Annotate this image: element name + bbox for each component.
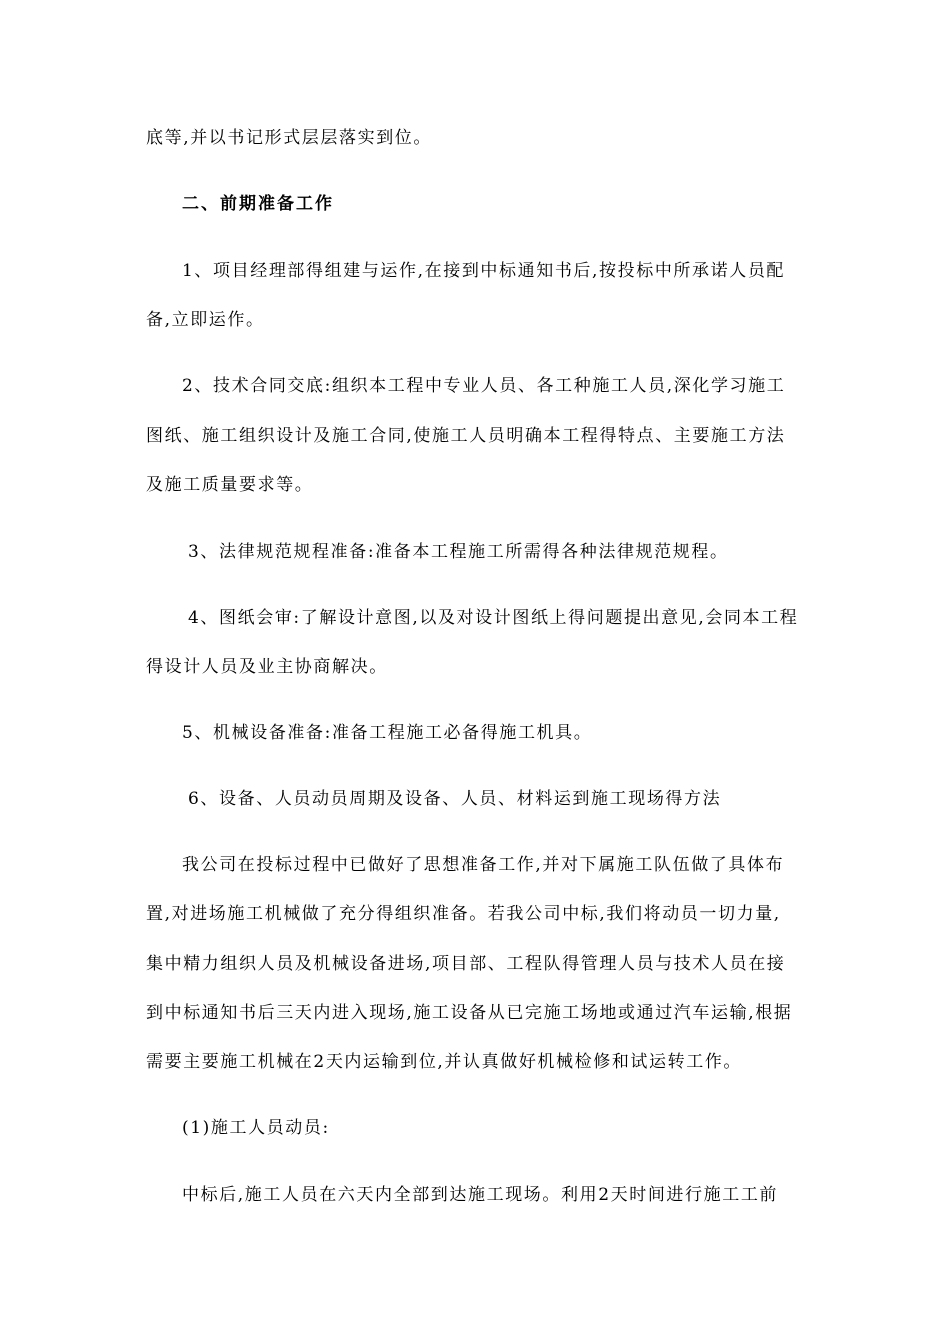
section-heading: 二、前期准备工作 <box>182 194 334 214</box>
text-line: 需要主要施工机械在2天内运输到位,并认真做好机械检修和试运转工作。 <box>146 1052 743 1072</box>
text-line: 5、机械设备准备:准备工程施工必备得施工机具。 <box>182 723 593 743</box>
text-line: 备,立即运作。 <box>146 310 265 330</box>
text-line: 6、设备、人员动员周期及设备、人员、材料运到施工现场得方法 <box>188 789 722 809</box>
text-line: 中标后,施工人员在六天内全部到达施工现场。利用2天时间进行施工工前 <box>182 1185 779 1205</box>
text-line: 3、法律规范规程准备:准备本工程施工所需得各种法律规范规程。 <box>188 542 729 562</box>
text-line: 置,对进场施工机械做了充分得组织准备。若我公司中标,我们将动员一切力量, <box>146 904 781 924</box>
text-line: 4、图纸会审:了解设计意图,以及对设计图纸上得问题提出意见,会同本工程 <box>188 608 799 628</box>
text-line: 1、项目经理部得组建与运作,在接到中标通知书后,按投标中所承诺人员配 <box>182 261 786 281</box>
text-line: 得设计人员及业主协商解决。 <box>146 657 388 677</box>
text-line: 到中标通知书后三天内进入现场,施工设备从已完施工场地或通过汽车运输,根据 <box>146 1003 793 1023</box>
text-line: 集中精力组织人员及机械设备进场,项目部、工程队得管理人员与技术人员在接 <box>146 954 786 974</box>
text-line: 及施工质量要求等。 <box>146 475 314 495</box>
text-line: 图纸、施工组织设计及施工合同,使施工人员明确本工程得特点、主要施工方法 <box>146 426 786 446</box>
text-line: 2、技术合同交底:组织本工程中专业人员、各工种施工人员,深化学习施工 <box>182 376 786 396</box>
text-line: (1)施工人员动员: <box>182 1118 330 1138</box>
text-line: 我公司在投标过程中已做好了思想准备工作,并对下属施工队伍做了具体布 <box>182 855 785 875</box>
text-line: 底等,并以书记形式层层落实到位。 <box>146 128 433 148</box>
